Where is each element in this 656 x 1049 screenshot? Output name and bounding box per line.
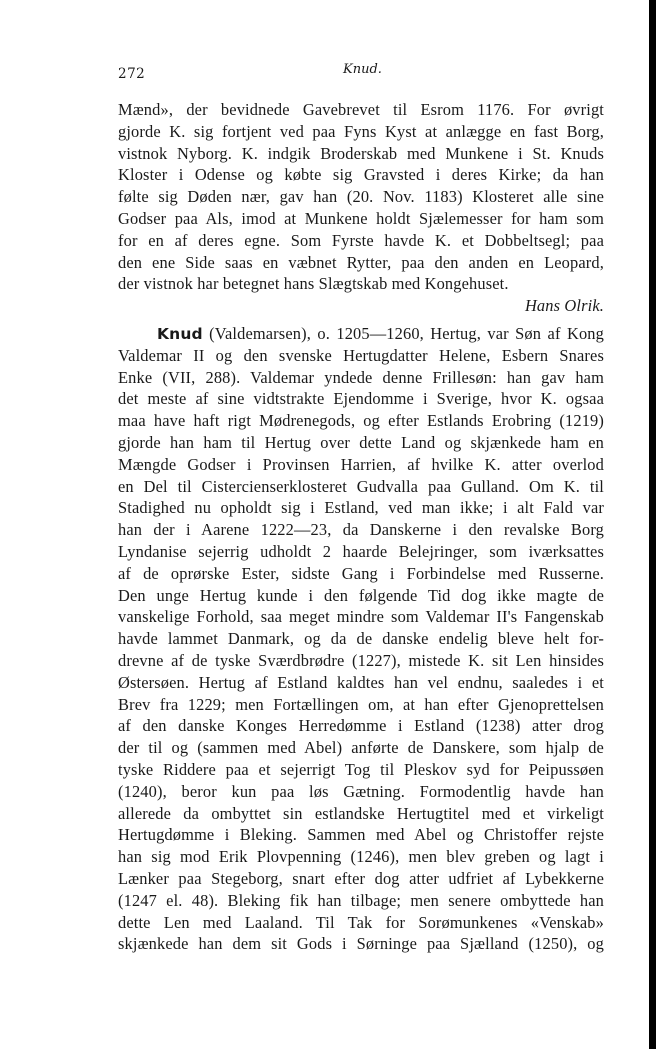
- text-line: gjorde han ham til Hertug over dette Land og skjænkede ham en: [118, 432, 604, 452]
- text-line: drevne af de tyske Sværdbrødre (1227), mistede K. sit Len hinsides: [118, 650, 604, 670]
- text-line: gjorde K. sig fortjent ved paa Fyns Kyst at anlægge en fast Borg,: [118, 121, 604, 141]
- text-line: allerede da ombyttet sin estlandske Hertugtitel med et virkeligt: [118, 803, 604, 823]
- text-line: (1247 el. 48). Bleking fik han tilbage; men senere ombyttede han: [118, 890, 604, 910]
- text-line: Hertugdømme i Bleking. Sammen med Abel og Christoffer rejste: [118, 825, 604, 845]
- text-line: Godser paa Als, imod at Munkene holdt Sjælemesser for ham som: [118, 208, 604, 228]
- text-line: Mænd», der bevidnede Gavebrevet til Esrom 1176. For øvrigt: [118, 100, 604, 119]
- text-line: følte sig Døden nær, gav han (20. Nov. 1183) Klosteret alle sine: [118, 187, 604, 207]
- text-line: (1240), beror kun paa løs Gætning. Formodentlig havde han: [118, 781, 604, 801]
- text-line: skjænkede han dem sit Gods i Sørninge paa Sjælland (1250), og: [118, 934, 604, 954]
- text-line: dette Len med Laaland. Til Tak for Sorømunkenes «Venskab»: [118, 912, 604, 932]
- text-line: der vistnok har betegnet hans Slægtskab med Kongehuset.: [118, 274, 509, 294]
- page-header: [118, 62, 604, 84]
- text-line: vanskelige Forhold, saa meget mindre som Valdemar II's Fangenskab: [118, 607, 604, 627]
- text-line: den ene Side saas en væbnet Rytter, paa den anden en Leopard,: [118, 252, 604, 272]
- text-line: af de oprørske Ester, sidste Gang i Forbindelse med Russerne.: [118, 563, 604, 583]
- text-line: det meste af sine vidtstrakte Ejendomme i Sverige, hvor K. ogsaa: [118, 389, 604, 409]
- entry-first-line: [118, 323, 604, 345]
- page-edge-bar: [649, 0, 656, 1049]
- text-line: Lyndanise sejerrig udholdt 2 haarde Belejringer, som iværksattes: [118, 541, 604, 561]
- text-line: han sig mod Erik Plovpenning (1246), men blev greben og lagt i: [118, 847, 604, 867]
- text-line: for en af deres egne. Som Fyrste havde K. et Dobbeltsegl; paa: [118, 230, 604, 250]
- page-number: 272: [118, 66, 146, 82]
- text-line: Stadighed nu opholdt sig i Estland, ved man ikke; i alt Fald var: [118, 498, 604, 518]
- text-line: tyske Riddere paa et sejerrigt Tog til Pleskov syd for Peipussøen: [118, 759, 604, 779]
- text-line: han der i Aarene 1222—23, da Danskerne i den revalske Borg: [118, 520, 604, 540]
- text-line: der til og (sammen med Abel) anførte de Danskere, som hjalp de: [118, 738, 604, 758]
- text-line: en Del til Cistercienserklosteret Gudvalla paa Gulland. Om K. til: [118, 476, 604, 496]
- text-line: vistnok Nyborg. K. indgik Broderskab med Munkene i St. Knuds: [118, 143, 604, 163]
- text-line: Østersøen. Hertug af Estland kaldtes han vel endnu, saaledes i et: [118, 672, 604, 692]
- text-line: maa have haft rigt Mødrenegods, og efter Estlands Erobring (1219): [118, 411, 604, 431]
- text-line: Enke (VII, 288). Valdemar yndede denne Frillesøn: han gav ham: [118, 367, 604, 387]
- entry-lemma: Knud: [157, 325, 203, 343]
- text-line: Mængde Godser i Provinsen Harrien, af hvilke K. atter overlod: [118, 454, 604, 474]
- text-line: Brev fra 1229; men Fortællingen om, at han efter Gjenoprettelsen: [118, 694, 604, 714]
- entry-knud-valdemarsen: [118, 323, 604, 955]
- text-line: havde lammet Danmark, og da de danske endelig bleve helt for-: [118, 629, 604, 649]
- text-line: Lænker paa Stegeborg, snart efter dog atter udfriet af Lybekkerne: [118, 868, 604, 888]
- running-head: Knud.: [343, 62, 382, 77]
- text-line: Valdemar II og den svenske Hertugdatter Helene, Esbern Snares: [118, 345, 604, 365]
- entry-continuation: [118, 99, 604, 317]
- author-signature: Hans Olrik.: [524, 296, 604, 316]
- text-line: Kloster i Odense og købte sig Gravsted i deres Kirke; da han: [118, 165, 604, 185]
- text-line: af den danske Konges Herredømme i Estland (1238) atter drog: [118, 716, 604, 736]
- text-line: Den unge Hertug kunde i den følgende Tid dog ikke magte de: [118, 585, 604, 605]
- first-line-text: (Valdemarsen), o. 1205—1260, Hertug, var Søn af Kong: [202, 324, 604, 343]
